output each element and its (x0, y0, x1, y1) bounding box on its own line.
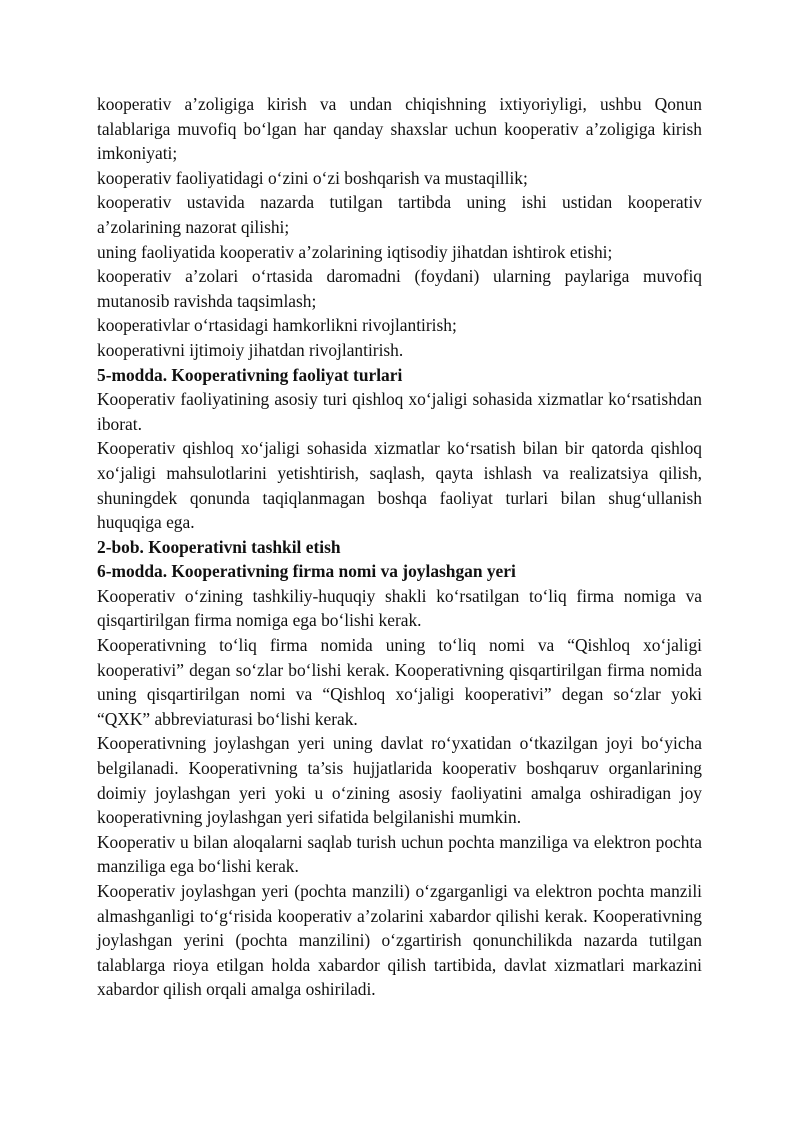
chapter-2-heading: 2-bob. Kooperativni tashkil etish (97, 536, 341, 557)
principle-item: uning faoliyatida kooperativ a’zolarining iqtisodiy jihatdan ishtirok etishi; (97, 241, 613, 262)
principle-item: kooperativni ijtimoiy jihatdan rivojlantirish. (97, 339, 404, 360)
article-6-paragraph: Kooperativ u bilan aloqalarni saqlab turish uchun pochta manziliga va elektron pochta manziliga ega bo‘lishi kerak. (97, 831, 702, 877)
article-5-heading: 5-modda. Kooperativning faoliyat turlari (97, 364, 403, 385)
article-5-paragraph: Kooperativ faoliyatining asosiy turi qishloq xo‘jaligi sohasida xizmatlar ko‘rsatishdan iborat. (97, 389, 702, 434)
article-6-paragraph: Kooperativning to‘liq firma nomida uning to‘liq nomi va “Qishloq xo‘jaligi kooperativi” degan so‘zlar bo‘lishi kerak. Kooperativning qisqartirilgan firma nomida uning qisqartirilgan nomi va “Qishloq xo‘jaligi kooperativi” degan so‘zlar yoki “QXK” abbreviaturasi bo‘lishi kerak. (97, 635, 702, 729)
document-page (97, 92, 702, 1002)
principles-list (97, 92, 702, 363)
article-6-paragraph: Kooperativ o‘zining tashkiliy-huquqiy shakli ko‘rsatilgan to‘liq firma nomiga va qisqartirilgan firma nomiga ega bo‘lishi kerak. (97, 585, 702, 631)
principle-item: kooperativ ustavida nazarda tutilgan tartibda uning ishi ustidan kooperativ a’zolarining nazorat qilishi; (97, 192, 702, 237)
article-6-heading: 6-modda. Kooperativning firma nomi va joylashgan yeri (97, 561, 516, 582)
article-6-paragraph: Kooperativ joylashgan yeri (pochta manzili) o‘zgarganligi va elektron pochta manzili almashganligi to‘g‘risida kooperativ a’zolarini xabardor qilishi kerak. Kooperativning joylashgan yerini (pochta manzilini) o‘zgartirish qonunchilikda nazarda tutilgan talablarga rioya etilgan holda xabardor qilish tartibida, davlat xizmatlari markazini xabardor qilish orqali amalga oshiriladi. (97, 881, 702, 1000)
principle-item: kooperativ a’zolari o‘rtasida daromadni (foydani) ularning paylariga muvofiq mutanosib ravishda taqsimlash; (97, 266, 702, 311)
principle-item: kooperativ a’zoligiga kirish va undan chiqishning ixtiyoriyligi, ushbu Qonun talablariga muvofiq bo‘lgan har qanday shaxslar uchun kooperativ a’zoligiga kirish imkoniyati; (97, 94, 702, 164)
article-6-paragraph: Kooperativning joylashgan yeri uning davlat ro‘yxatidan o‘tkazilgan joyi bo‘yicha belgilanadi. Kooperativning ta’sis hujjatlarida kooperativ boshqaruv organlarining doimiy joylashgan yeri yoki u o‘zining asosiy faoliyatini amalga oshiradigan joy kooperativning joylashgan yeri sifatida belgilanishi mumkin. (97, 733, 702, 828)
article-5-paragraph: Kooperativ qishloq xo‘jaligi sohasida xizmatlar ko‘rsatish bilan bir qatorda qishloq xo‘jaligi mahsulotlarini yetishtirish, saqlash, qayta ishlash va realizatsiya qilish, shuningdek qonunda taqiqlanmagan boshqa faoliyat turlari bilan shug‘ullanish huquqiga ega. (97, 438, 702, 533)
principle-item: kooperativlar o‘rtasidagi hamkorlikni rivojlantirish; (97, 315, 457, 336)
principle-item: kooperativ faoliyatidagi o‘zini o‘zi boshqarish va mustaqillik; (97, 167, 528, 188)
